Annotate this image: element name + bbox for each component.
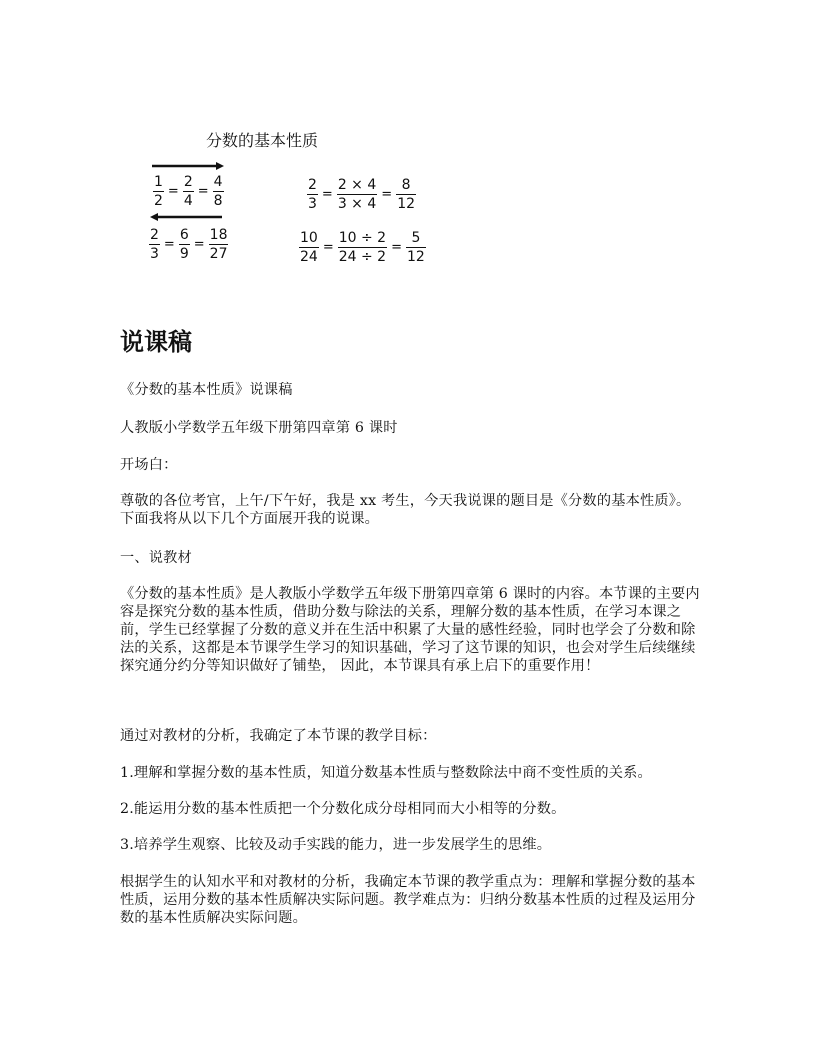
equals-sign: = — [391, 240, 402, 255]
course-info: 人教版小学数学五年级下册第四章第 6 课时 — [120, 420, 398, 436]
equals-sign: = — [197, 184, 209, 199]
equals-sign: = — [381, 187, 393, 202]
equals-sign: = — [322, 240, 334, 255]
paragraph-opening: 尊敬的各位考官，上午/下午好，我是 xx 考生，今天我说课的题目是《分数的基本性质》。下面我将从以下几个方面展开我的说课。 — [120, 493, 691, 527]
arrow-left-icon — [148, 210, 224, 224]
section-heading-textbook: 一、说教材 — [120, 550, 192, 566]
fraction: $\frac{6}{9}$ — [179, 227, 189, 262]
board-title: 分数的基本性质 — [206, 131, 319, 150]
fraction: $\frac{2}{4}$ — [183, 174, 193, 209]
paragraph-key-points: 根据学生的认知水平和对教材的分析，我确定本节课的教学重点为：理解和掌握分数的基本性质，运用分数的基本性质解决实际问题。教学难点为：归纳分数基本性质的过程及运用分数的基本性质解决实际问题。 — [120, 874, 696, 926]
fraction: $\frac{18}{27}$ — [209, 227, 228, 262]
goal-item-2: 2.能运用分数的基本性质把一个分数化成分母相同而大小相等的分数。 — [120, 801, 566, 817]
fraction: $\frac{2}{3}$ — [150, 227, 159, 262]
fraction-equation-4 — [298, 231, 427, 264]
arrow-right-icon — [150, 159, 226, 173]
fraction-equation-1 — [152, 175, 225, 208]
goal-item-3: 3.培养学生观察、比较及动手实践的能力，进一步发展学生的思维。 — [120, 837, 552, 853]
equals-sign: = — [193, 237, 205, 252]
paragraph-goals-intro: 通过对教材的分析，我确定了本节课的教学目标： — [120, 728, 437, 744]
fraction: $\frac{5}{12}$ — [407, 230, 425, 265]
doc-subtitle: 《分数的基本性质》说课稿 — [120, 382, 293, 398]
document-heading: 说课稿 — [120, 328, 192, 356]
fraction: $\frac{4}{8}$ — [213, 174, 223, 209]
paragraph-textbook: 《分数的基本性质》是人教版小学数学五年级下册第四章第 6 课时的内容。本节课的主要内容是探究分数的基本性质，借助分数与除法的关系，理解分数的基本性质，在学习本课之前，学生已经掌握了分数的意义并在生活中积累了大量的感性经验，同时也学会了分数和除法的关系，这都是本节课学生学习的知识基础，学习了这节课的知识，也会对学生后续继续探究通分约分等知识做好了铺垫， 因此，本节课具有承上启下的重要作用！ — [120, 586, 700, 674]
fraction: $\frac{1}{2}$ — [154, 174, 163, 209]
equals-sign: = — [167, 184, 179, 199]
section-label-opening: 开场白： — [120, 457, 178, 473]
fraction: $\frac{10 \div 2}{24 \div 2}$ — [338, 230, 387, 265]
fraction: $\frac{2}{3}$ — [308, 177, 317, 212]
goal-item-1: 1.理解和掌握分数的基本性质，知道分数基本性质与整数除法中商不变性质的关系。 — [120, 765, 652, 781]
fraction-equation-2 — [148, 228, 229, 261]
fraction-equation-3 — [306, 178, 417, 211]
fraction: $\frac{8}{12}$ — [397, 177, 416, 212]
equals-sign: = — [321, 187, 333, 202]
fraction: $\frac{2 \times 4}{3 \times 4}$ — [337, 177, 377, 212]
fraction: $\frac{10}{24}$ — [300, 230, 318, 265]
equals-sign: = — [163, 237, 175, 252]
